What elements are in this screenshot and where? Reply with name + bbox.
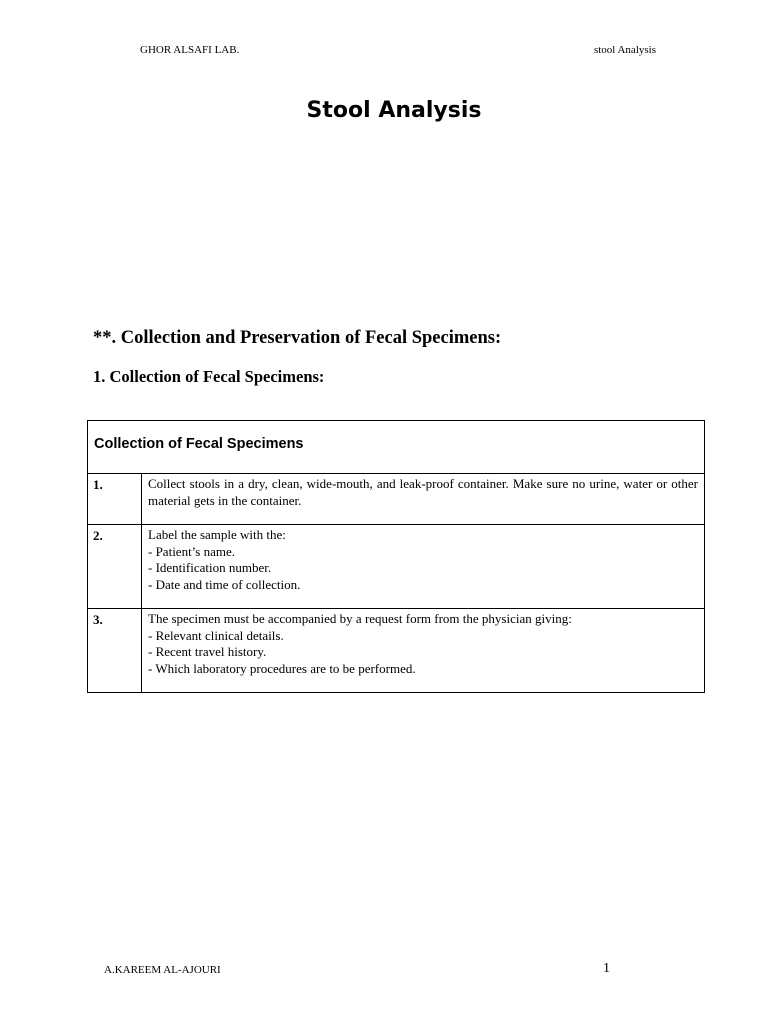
row-number: 3.	[93, 612, 103, 627]
table-title-cell	[88, 421, 705, 474]
row-text-cell	[142, 474, 705, 525]
subsection-heading: 1. Collection of Fecal Specimens:	[93, 367, 325, 386]
row-number-cell	[88, 609, 142, 693]
header-lab-name: GHOR ALSAFI LAB.	[140, 44, 240, 56]
row-text-line: - Relevant clinical details.	[148, 627, 284, 643]
row-text-cell	[142, 525, 705, 609]
row-text-line: - Date and time of collection.	[148, 576, 301, 592]
row-text-line: Collect stools in a dry, clean, wide-mouth, and leak-proof container. Make sure no urine, water or other material gets in the container.	[148, 476, 698, 508]
table-title: Collection of Fecal Specimens	[94, 436, 304, 452]
footer-author: A.KAREEM AL-AJOURI	[104, 964, 221, 976]
page-number: 1	[603, 961, 610, 976]
row-text-line: - Recent travel history.	[148, 644, 267, 659]
specimen-collection-table	[87, 420, 705, 693]
row-number: 2.	[93, 528, 103, 543]
table-row	[88, 525, 705, 609]
row-text-line: Label the sample with the:	[148, 527, 286, 542]
row-number-cell	[88, 525, 142, 609]
table-row	[88, 474, 705, 525]
header-doc-name: stool Analysis	[593, 44, 656, 56]
row-text-line: The specimen must be accompanied by a request form from the physician giving:	[148, 611, 572, 626]
row-text-line: - Patient’s name.	[148, 543, 236, 559]
page-title: Stool Analysis	[306, 98, 482, 123]
section-heading: **. Collection and Preservation of Fecal Specimens:	[93, 328, 502, 348]
table-row	[88, 609, 705, 693]
row-text-line: - Identification number.	[148, 560, 272, 575]
row-text-line: - Which laboratory procedures are to be performed.	[148, 660, 416, 676]
row-number-cell	[88, 474, 142, 525]
row-number: 1.	[93, 477, 103, 492]
row-text-cell	[142, 609, 705, 693]
